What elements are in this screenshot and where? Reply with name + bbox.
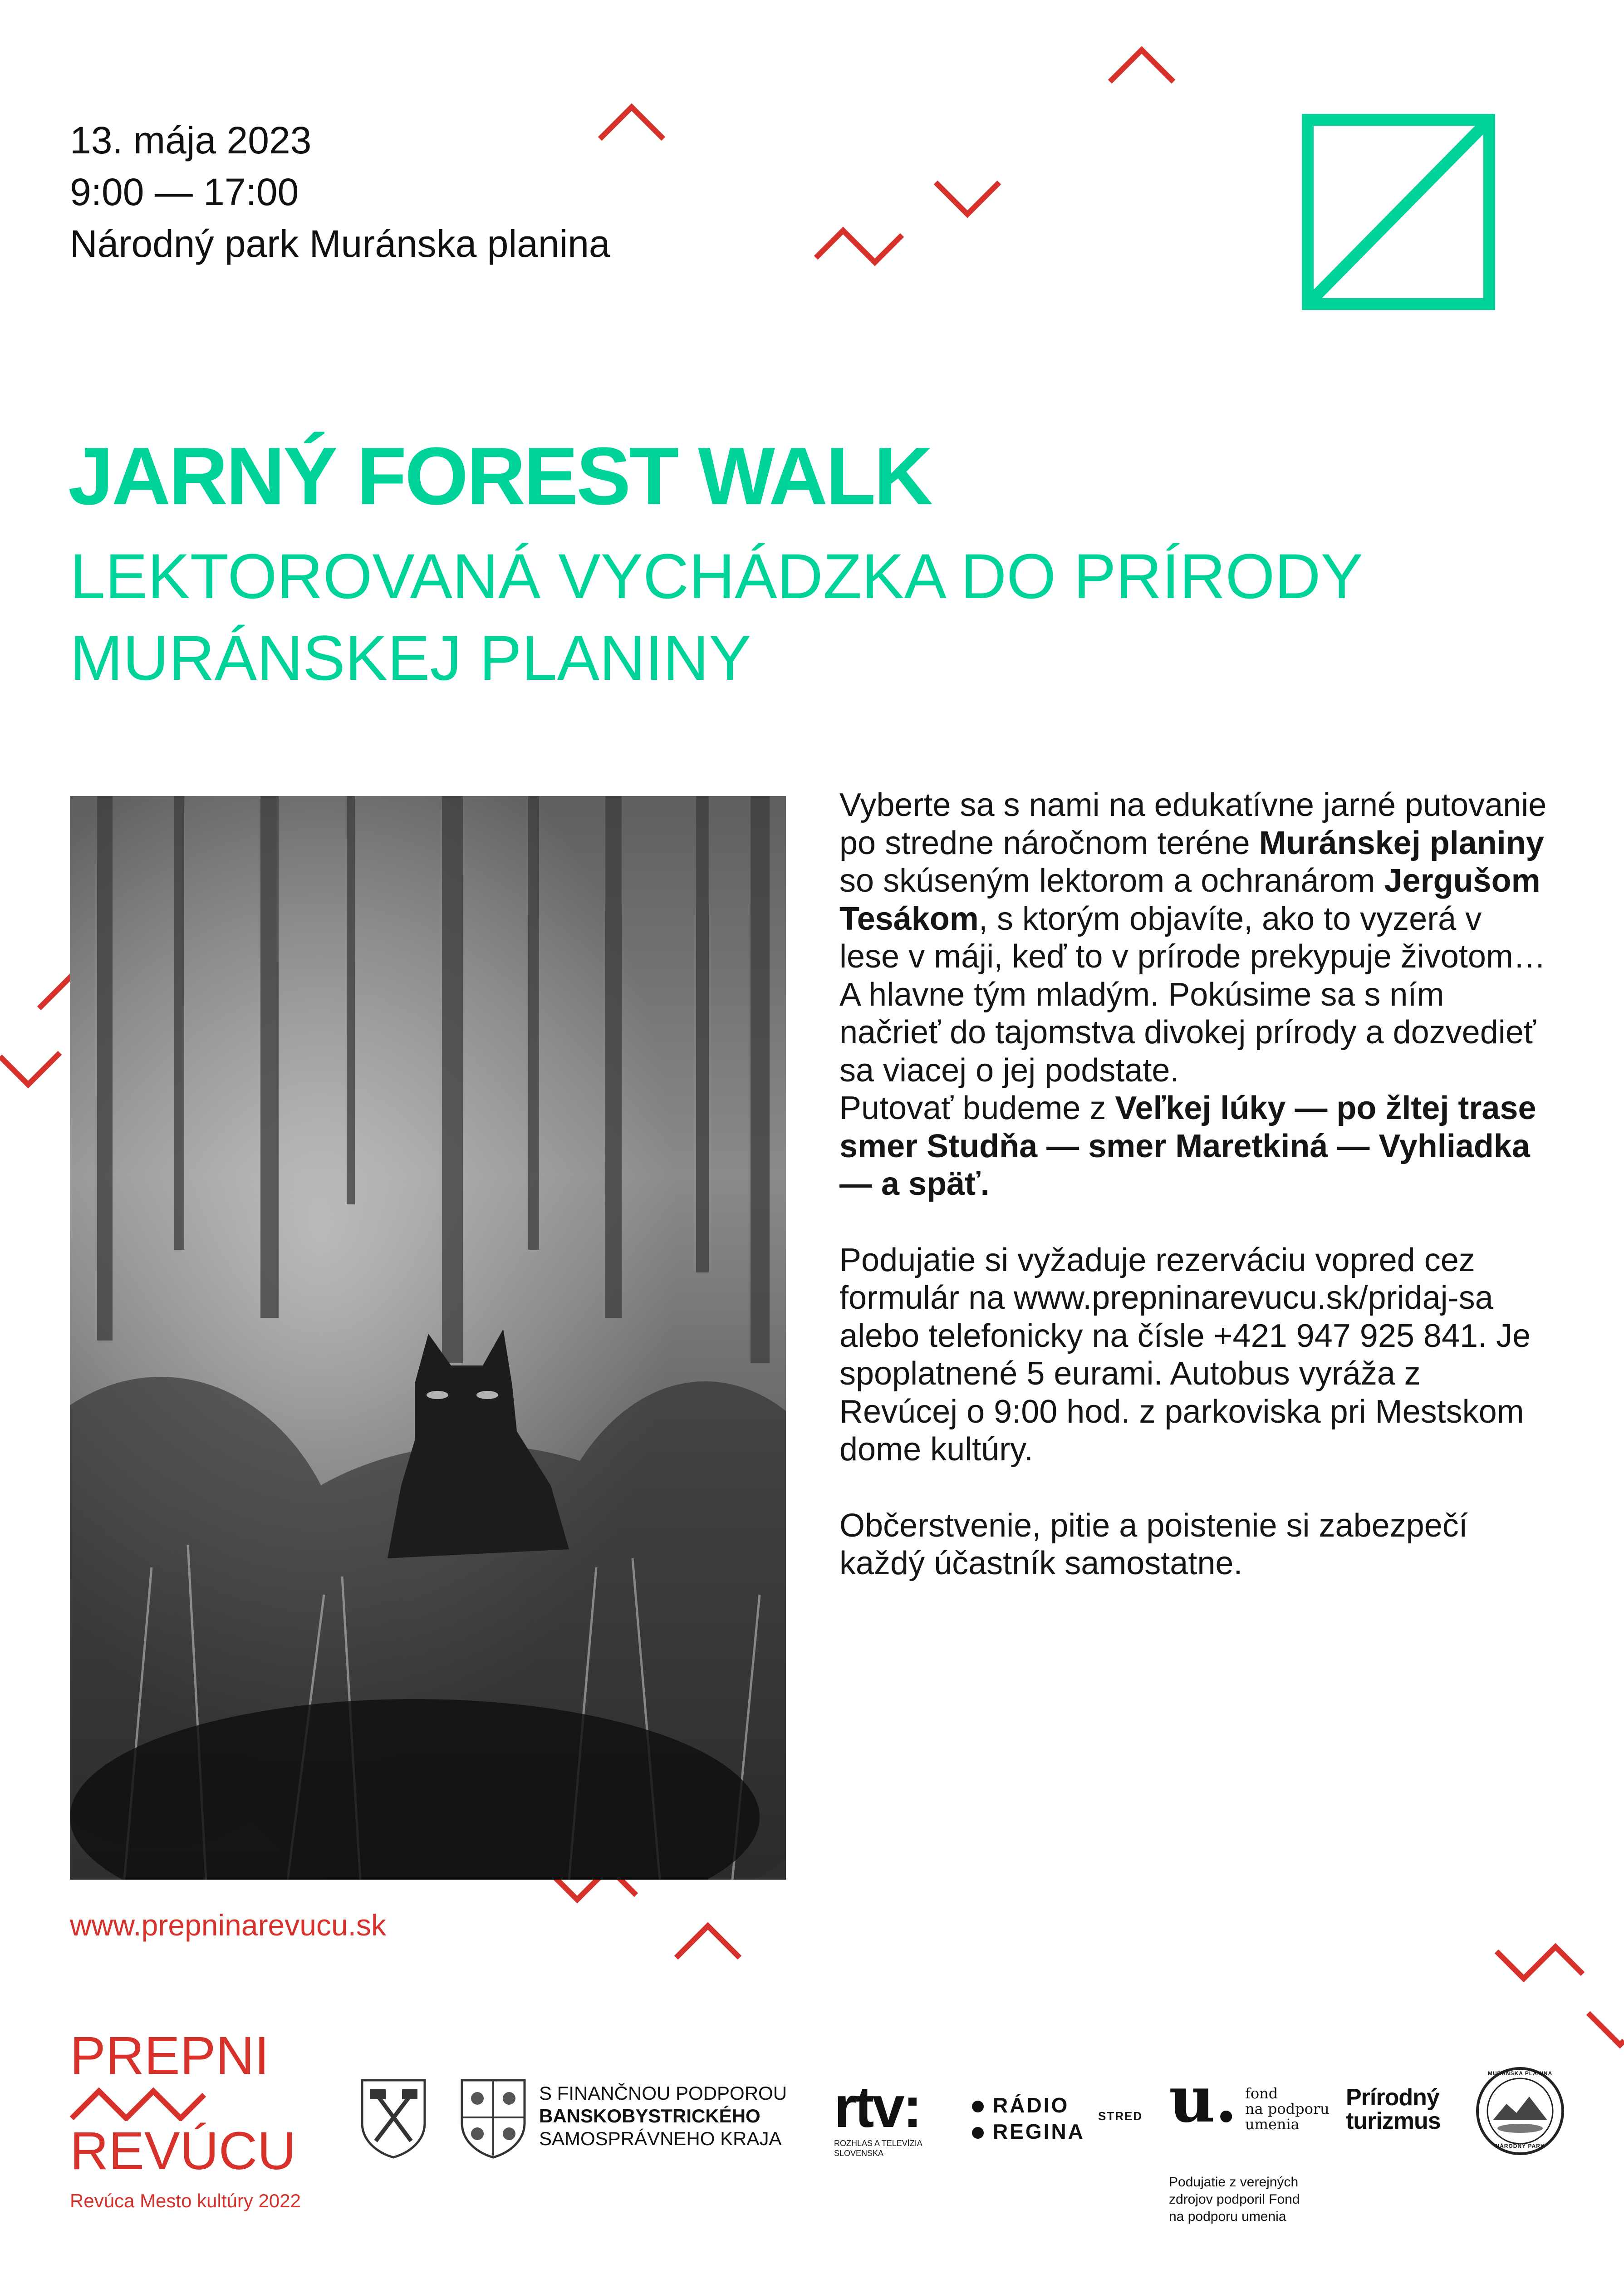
- national-park-badge-bottom: NÁRODNÝ PARK: [1495, 2143, 1545, 2149]
- rtvs-caption: ROZHLAS A TELEVÍZIA SLOVENSKA: [834, 2139, 922, 2158]
- radio-regina-stred: STRED: [1098, 2109, 1143, 2123]
- fpu-name: fond na podporu umenia: [1245, 2085, 1330, 2133]
- page-title: JARNÝ FOREST WALK: [68, 431, 932, 522]
- fpu-support-note: Podujatie z verejných zdrojov podporil Fond na podporu umenia: [1169, 2175, 1300, 2224]
- event-info: [70, 114, 610, 270]
- brand-logo: [70, 2028, 301, 2215]
- rtvs-logo: [834, 2075, 938, 2158]
- event-time: 9:00 — 17:00: [70, 171, 299, 213]
- chevron-down-icon: [0, 1053, 60, 1085]
- wolf-photo: [70, 796, 786, 1880]
- chevron-down-icon: [936, 182, 999, 214]
- description-paragraph-2: Putovať budeme z Veľkej lúky — po žltej trase smer Studňa — smer Maretkiná — Vyhliadka — a späť.: [839, 1090, 1536, 1202]
- website-link[interactable]: www.prepninarevucu.sk: [70, 1908, 386, 1942]
- route-description: Veľkej lúky — po žltej trase smer Studňa — smer Maretkiná — Vyhliadka — a späť.: [839, 1090, 1536, 1202]
- rtvs-wordmark: rtv:: [834, 2075, 921, 2140]
- brand-tagline: Revúca Mesto kultúry 2022: [70, 2190, 301, 2211]
- event-place: Národný park Muránska planina: [70, 222, 610, 265]
- radio-regina-logo: RÁDIO REGINA: [972, 2092, 1085, 2145]
- description-paragraph-3: Podujatie si vyžaduje rezerváciu vopred cez formulár na www.prepninarevucu.sk/pridaj-sa alebo telefonicky na čísle +421 947 925 841. Je spoplatnené 5 eurami. Autobus vyráža z Revúcej o 9:00 hod. z parkoviska pri Mestskom dome kultúry.: [839, 1242, 1531, 1468]
- dot-icon: [972, 2101, 984, 2112]
- brand-zigzag-icon: [70, 2085, 206, 2121]
- prirodny-turizmus-logo: Prírodný turizmus: [1346, 2084, 1441, 2134]
- bbsk-coat-of-arms-icon: [459, 2077, 527, 2159]
- description-paragraph-1: Vyberte sa s nami na edukatívne jarné putovanie po stredne náročnom teréne Muránskej planiny so skúseným lektorom a ochranárom Jergušom Tesákom, s ktorým objavíte, ako to vyzerá v lese v máji, keď to v prírode prekypuje životom… A hlavne tým mladým. Pokúsime sa s ním načrieť do tajomstva divokej prírody a dozvedieť sa viacej o jej podstate.: [839, 787, 1547, 1089]
- bbsk-support-text: S FINANČNOU PODPOROU BANSKOBYSTRICKÉHO SAMOSPRÁVNEHO KRAJA: [539, 2082, 787, 2149]
- description-paragraph-4: Občerstvenie, pitie a poistenie si zabezpečí každý účastník samostatne.: [839, 1507, 1468, 1581]
- page-subtitle-line1: LEKTOROVANÁ VYCHÁDZKA DO PRÍRODY: [70, 540, 1363, 612]
- zigzag-icon: [816, 231, 902, 262]
- brand-line2: REVÚCU: [70, 2121, 296, 2181]
- dot-icon: [972, 2127, 984, 2139]
- chevron-up-icon: [676, 1926, 740, 1958]
- revuca-coat-of-arms-icon: [359, 2077, 427, 2159]
- event-description: [839, 786, 1547, 1583]
- page-subtitle-line2: MURÁNSKEJ PLANINY: [70, 622, 751, 693]
- logo-square-icon: [1301, 113, 1496, 310]
- event-date: 13. mája 2023: [70, 119, 312, 162]
- location-name: Muránskej planiny: [1259, 825, 1544, 861]
- fpu-letter-logo: u.: [1169, 2063, 1237, 2137]
- national-park-badge-top: MURÁNSKA PLANINA: [1487, 2070, 1553, 2077]
- brand-line1: PREPNI: [70, 2026, 270, 2086]
- chevron-down-icon: [1588, 2013, 1624, 2045]
- zigzag-icon: [1496, 1947, 1583, 1979]
- guide-name: Jergušom Tesákom: [839, 863, 1541, 937]
- chevron-up-icon: [1110, 50, 1173, 82]
